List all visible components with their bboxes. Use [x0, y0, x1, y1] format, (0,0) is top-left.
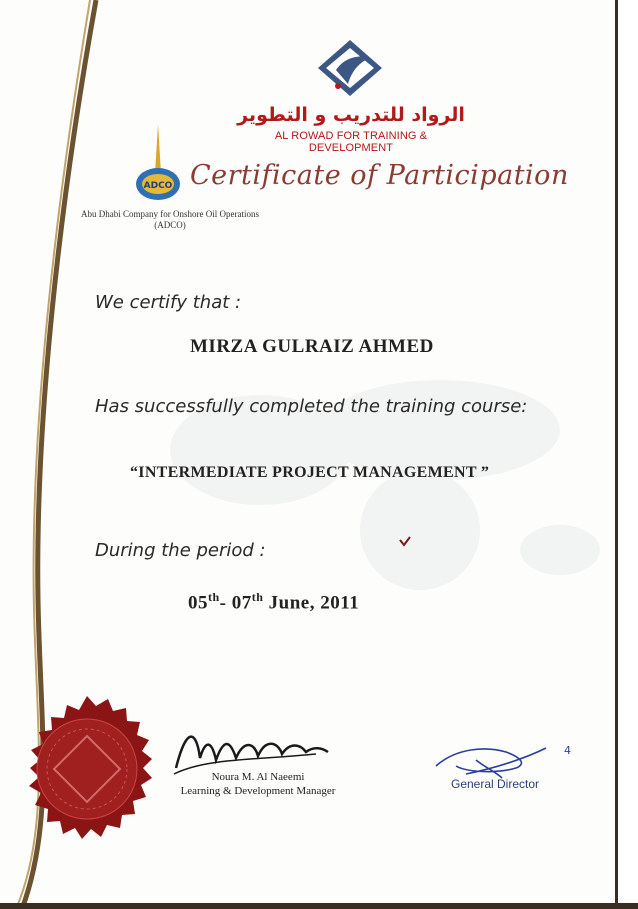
period-separator: - [219, 592, 232, 614]
rowad-english-name: AL ROWAD FOR TRAINING & DEVELOPMENT [274, 130, 428, 154]
manager-signature-block [178, 770, 338, 798]
recipient-name: MIRZA GULRAIZ AHMED [190, 336, 434, 357]
start-day: 05 [188, 592, 208, 614]
course-name: “INTERMEDIATE PROJECT MANAGEMENT ” [130, 464, 490, 481]
adco-name-line1: Abu Dhabi Company for Onshore Oil Operations [81, 209, 259, 219]
bottom-border [0, 903, 638, 909]
director-signature [426, 738, 576, 782]
director-title: General Director [450, 777, 540, 791]
end-day: 07 [231, 592, 252, 614]
right-border [615, 0, 638, 909]
rowad-logo-icon [318, 40, 382, 98]
manager-name: Noura M. Al Naeemi [211, 771, 305, 783]
training-period [188, 590, 359, 614]
end-suffix: th [251, 590, 264, 604]
certificate-title: Certificate of Participation [190, 160, 569, 191]
rowad-arabic-name: الرواد للتدريب و التطوير [237, 104, 465, 126]
manager-title: Learning & Development Manager [180, 785, 336, 797]
rowad-seal-icon [12, 694, 162, 844]
period-label: During the period : [95, 540, 266, 561]
certify-text: We certify that : [95, 292, 242, 313]
adco-logo-text: ADCO [143, 181, 173, 191]
completed-text: Has successfully completed the training course: [95, 396, 528, 417]
director-annotation: 4 [564, 744, 571, 757]
adco-full-name [50, 209, 290, 231]
tick-mark-icon [398, 535, 412, 549]
adco-name-line2: (ADCO) [154, 220, 186, 230]
adco-logo-icon [134, 124, 182, 206]
start-suffix: th [208, 590, 220, 604]
month-year: June, 2011 [263, 592, 360, 614]
